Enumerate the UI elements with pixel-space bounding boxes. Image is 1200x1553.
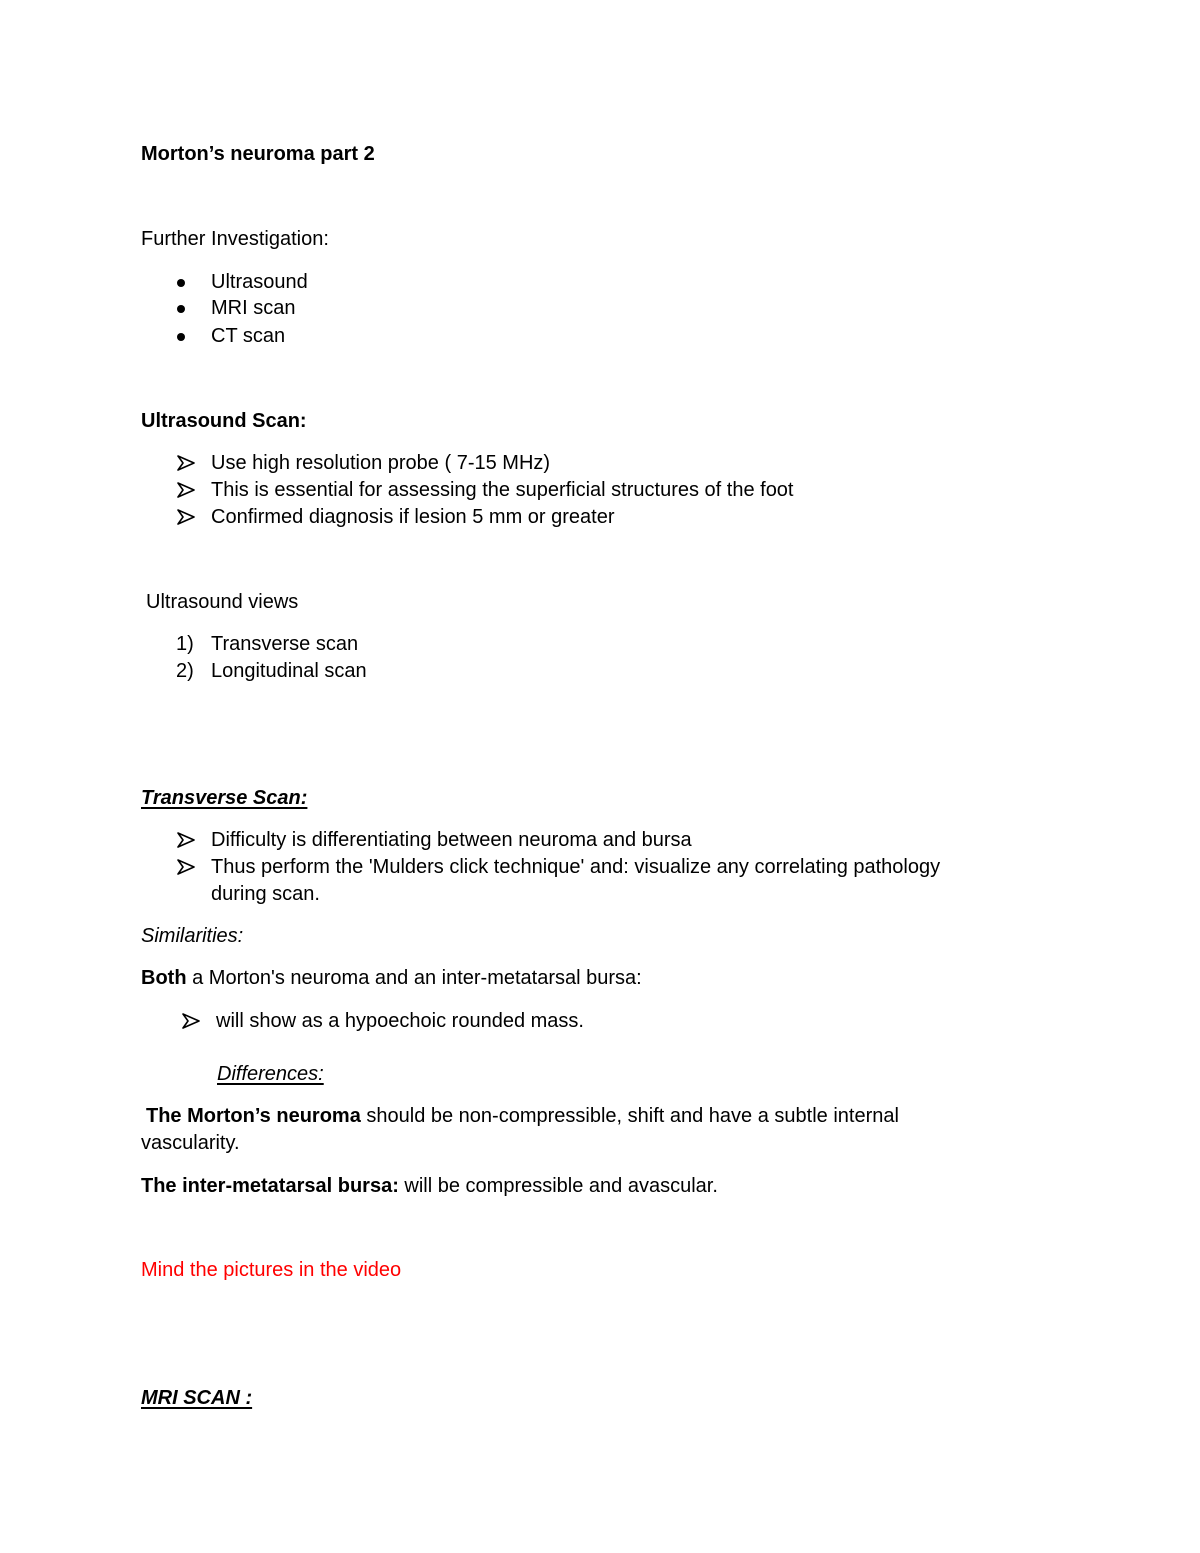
differences-label: Differences: (217, 1063, 324, 1085)
ultrasound-item-diagnosis: Confirmed diagnosis if lesion 5 mm or greater (211, 506, 615, 528)
ultrasound-item-essential: This is essential for assessing the superficial structures of the foot (211, 479, 794, 501)
similarity-item-hypoechoic: will show as a hypoechoic rounded mass. (216, 1010, 584, 1032)
view-item-longitudinal: Longitudinal scan (211, 660, 367, 682)
bullet-dot-icon (177, 279, 185, 287)
mri-scan-heading: MRI SCAN : (141, 1387, 253, 1409)
ultrasound-item-probe: Use high resolution probe ( 7-15 MHz) (211, 452, 551, 474)
arrow-bullet-icon (177, 859, 195, 875)
arrow-bullet-icon (177, 482, 195, 498)
both-bold: Both (141, 967, 187, 989)
bursa-bold: The inter-metatarsal bursa: (141, 1175, 399, 1197)
similarities-label: Similarities: (141, 925, 244, 947)
ultrasound-scan-heading: Ultrasound Scan: (141, 410, 307, 432)
transverse-scan-heading: Transverse Scan: (141, 787, 308, 809)
arrow-bullet-icon (177, 509, 195, 525)
transverse-item-mulders-line2: during scan. (211, 883, 320, 905)
further-investigation-heading: Further Investigation: (141, 228, 329, 250)
list-number: 2) (176, 660, 194, 682)
both-rest: a Morton's neuroma and an inter-metatarsal bursa: (186, 967, 642, 989)
bullet-dot-icon (177, 333, 185, 341)
ultrasound-views-heading: Ultrasound views (146, 591, 299, 613)
investigation-item-mri: MRI scan (211, 297, 296, 319)
investigation-item-ct: CT scan (211, 325, 286, 347)
bursa-sentence (141, 1174, 718, 1198)
bursa-rest: will be compressible and avascular. (398, 1175, 718, 1197)
view-item-transverse: Transverse scan (211, 633, 359, 655)
arrow-bullet-icon (177, 455, 195, 471)
neuroma-sentence-line2: vascularity. (141, 1132, 240, 1154)
neuroma-bold: The Morton’s neuroma (146, 1105, 361, 1127)
document-title: Morton’s neuroma part 2 (141, 143, 375, 165)
bullet-dot-icon (177, 305, 185, 313)
arrow-bullet-icon (182, 1013, 200, 1029)
transverse-item-difficulty: Difficulty is differentiating between neuroma and bursa (211, 829, 692, 851)
arrow-bullet-icon (177, 832, 195, 848)
both-sentence (141, 966, 642, 990)
transverse-item-mulders-line1: Thus perform the 'Mulders click technique' and: visualize any correlating pathology (211, 856, 941, 878)
neuroma-rest: should be non-compressible, shift and have a subtle internal (360, 1105, 899, 1127)
video-note: Mind the pictures in the video (141, 1259, 402, 1281)
list-number: 1) (176, 633, 194, 655)
investigation-item-ultrasound: Ultrasound (211, 271, 308, 293)
neuroma-sentence-line1 (146, 1104, 899, 1128)
